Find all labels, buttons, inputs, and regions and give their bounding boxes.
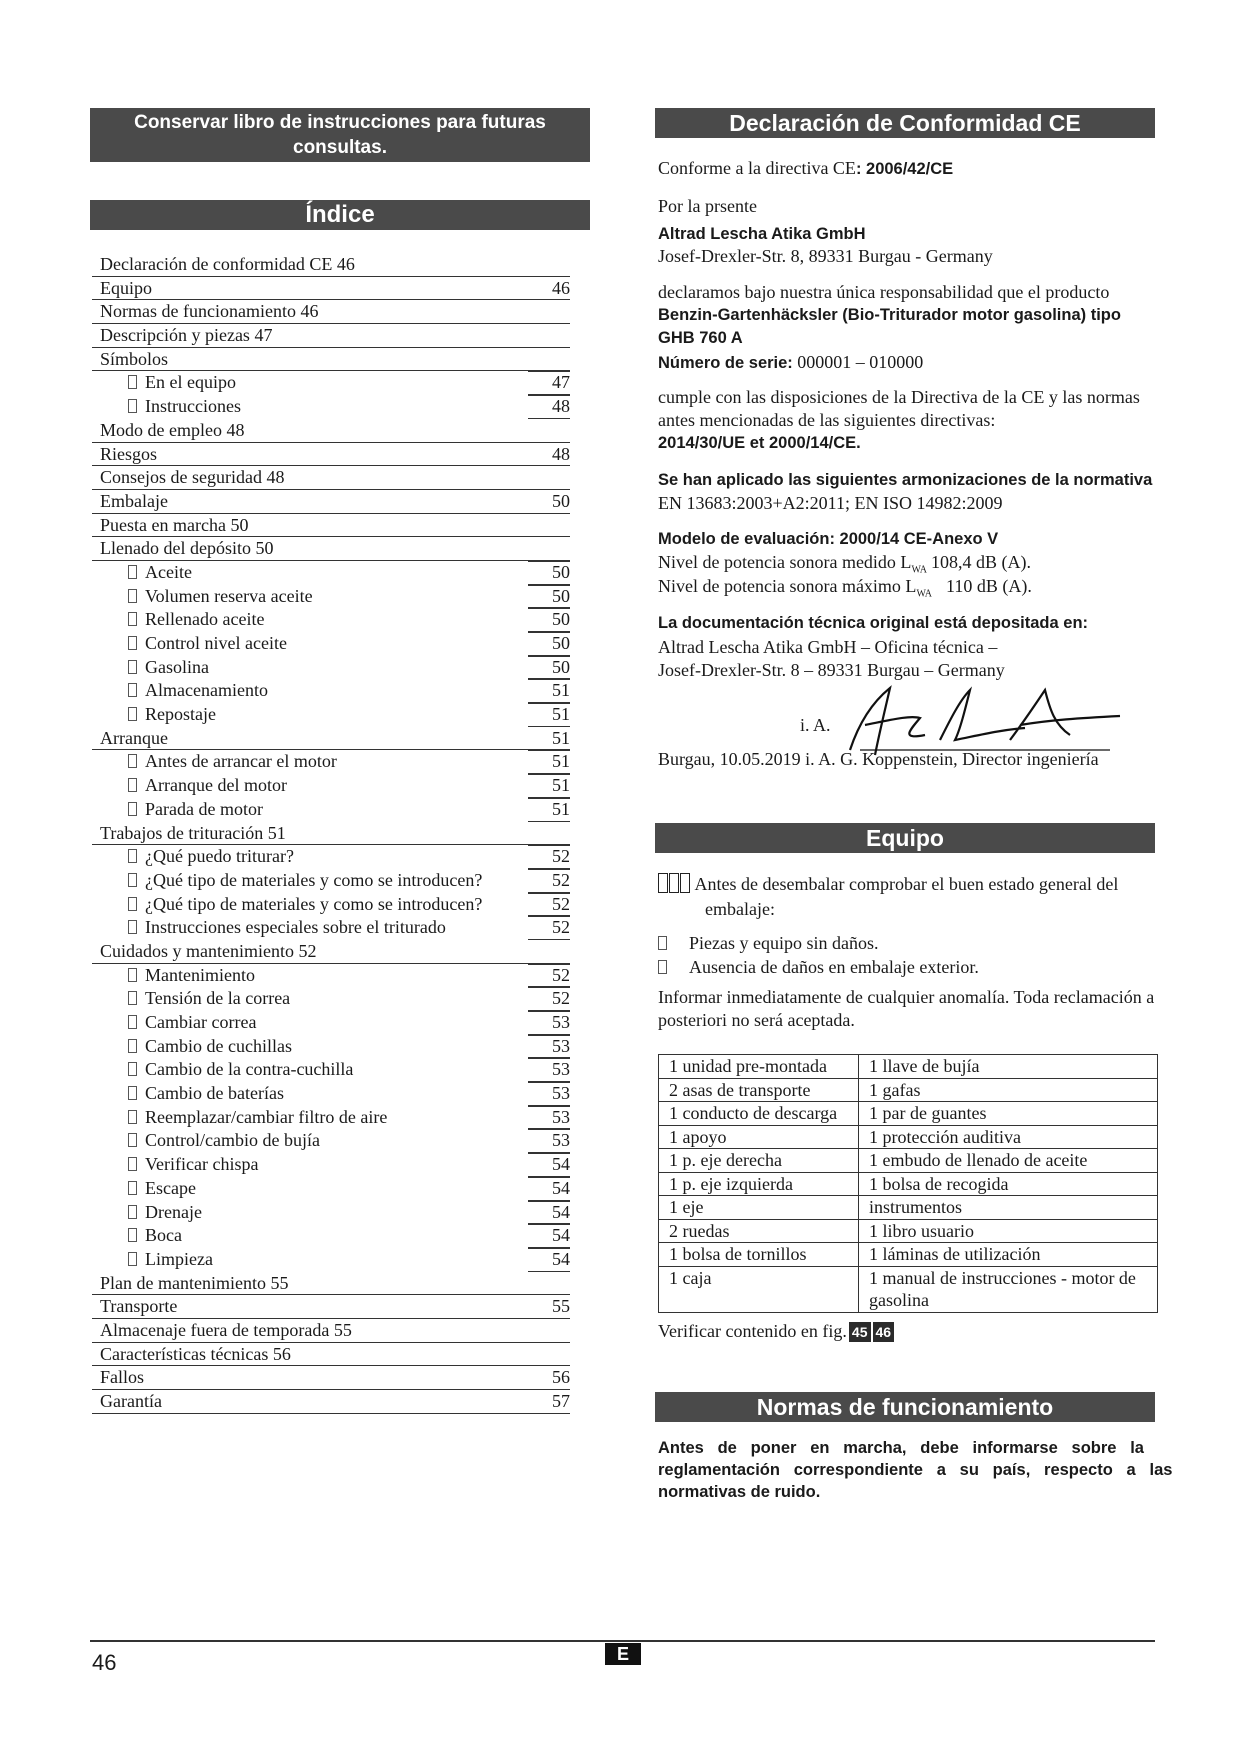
- bullet-icon: [128, 1252, 137, 1266]
- toc-entry-page: 52: [528, 987, 570, 1011]
- toc-entry[interactable]: [92, 916, 570, 940]
- toc-entry-label: Tensión de la correa: [128, 987, 290, 1011]
- ce-harmonization-value: EN 13683:2003+A2:2011; EN ISO 14982:2009: [658, 493, 1003, 513]
- table-row: [659, 1125, 1158, 1149]
- bullet-icon: [128, 873, 137, 887]
- bullet-icon: [128, 897, 137, 911]
- toc-entry-label: Cuidados y mantenimiento 52: [100, 940, 317, 961]
- bullet-icon: [128, 1086, 137, 1100]
- toc-entry-label: Llenado del depósito 50: [100, 538, 274, 559]
- bullet-icon: [128, 754, 137, 768]
- toc-entry[interactable]: [92, 277, 570, 301]
- table-cell: 2 ruedas: [659, 1219, 859, 1243]
- table-cell: 1 láminas de utilización: [859, 1243, 1158, 1267]
- table-row: [659, 1196, 1158, 1220]
- equipo-intro-line2: embalaje:: [705, 899, 775, 919]
- ce-por-la-presente: Por la prsente: [658, 196, 757, 216]
- toc-entry-label: Drenaje: [128, 1201, 202, 1225]
- verify-contents: Verificar contenido en fig. 45 46: [658, 1320, 894, 1342]
- toc-entry-label: Modo de empleo 48: [100, 419, 245, 440]
- toc-entry-label: Mantenimiento: [128, 964, 255, 988]
- normas-text-line3: normativas de ruido.: [658, 1483, 821, 1501]
- toc-entry[interactable]: [92, 656, 570, 680]
- toc-entry-label: Aceite: [128, 561, 192, 585]
- toc-entry-label: Escape: [128, 1177, 196, 1201]
- toc-entry-label: Parada de motor: [128, 798, 263, 822]
- toc-entry-label: Trabajos de trituración 51: [100, 822, 286, 843]
- table-cell: instrumentos: [859, 1196, 1158, 1220]
- toc-entry[interactable]: [92, 1082, 570, 1106]
- table-cell: 1 caja: [659, 1266, 859, 1312]
- ce-declare-text: declaramos bajo nuestra única responsabilidad que el producto: [658, 282, 1110, 302]
- bullet-icon: [128, 660, 137, 674]
- table-cell: 1 libro usuario: [859, 1219, 1158, 1243]
- bullet-icon: [128, 1228, 137, 1242]
- ce-sound-max: Nivel de potencia sonora máximo $L_{WA}$ 110 dB (A).: [658, 576, 1032, 600]
- toc-entry[interactable]: [92, 1201, 570, 1225]
- toc-entry[interactable]: [92, 632, 570, 656]
- toc-entry-label: Cambiar correa: [128, 1011, 256, 1035]
- toc-entry-label: ¿Qué tipo de materiales y como se introducen?: [128, 869, 482, 893]
- toc-entry[interactable]: [92, 987, 570, 1011]
- toc-entry-label: Normas de funcionamiento 46: [100, 301, 319, 322]
- table-of-contents: [92, 253, 570, 1414]
- table-cell: 1 p. eje derecha: [659, 1149, 859, 1173]
- toc-entry-page: 54: [528, 1224, 570, 1248]
- table-cell: 1 protección auditiva: [859, 1125, 1158, 1149]
- toc-entry-page: 50: [528, 585, 570, 609]
- toc-entry-label: Volumen reserva aceite: [128, 585, 313, 609]
- toc-entry[interactable]: [92, 514, 570, 538]
- toc-entry[interactable]: [92, 1224, 570, 1248]
- toc-entry-label: Almacenaje fuera de temporada 55: [100, 1319, 352, 1340]
- toc-entry-page: 48: [528, 395, 570, 419]
- normas-text-line2: reglamentación correspondiente a su país, respecto a las: [658, 1461, 1173, 1479]
- toc-entry-page: 55: [552, 1296, 570, 1317]
- ce-product-line2: GHB 760 A: [658, 329, 743, 347]
- bullet-icon: [658, 960, 667, 974]
- toc-entry-label: Control/cambio de bujía: [128, 1129, 320, 1153]
- normas-text-line1: Antes de poner en marcha, debe informarse sobre la: [658, 1439, 1144, 1457]
- equipo-inform-line2: posteriori no será aceptada.: [658, 1010, 855, 1030]
- toc-entry[interactable]: [92, 1153, 570, 1177]
- toc-entry-page: 51: [552, 727, 570, 748]
- ce-sound-measured: Nivel de potencia sonora medido $L_{WA}$ 108,4 dB (A).: [658, 552, 1031, 576]
- toc-entry-page: 57: [552, 1391, 570, 1411]
- toc-entry[interactable]: [92, 1295, 570, 1319]
- footer-divider: [90, 1640, 1155, 1642]
- bullet-icon: [128, 399, 137, 413]
- table-cell: 1 unidad pre-montada: [659, 1055, 859, 1079]
- bullet-icon: [128, 1205, 137, 1219]
- toc-entry-page: 50: [552, 490, 570, 511]
- bullet-icon: [128, 920, 137, 934]
- table-cell: 1 p. eje izquierda: [659, 1172, 859, 1196]
- toc-entry-page: 51: [528, 750, 570, 774]
- toc-entry[interactable]: [92, 1319, 570, 1343]
- toc-entry[interactable]: [92, 253, 570, 277]
- toc-entry-label: Arranque: [100, 727, 168, 748]
- toc-entry-page: 54: [528, 1248, 570, 1272]
- equipment-table: [658, 1054, 1158, 1313]
- toc-entry[interactable]: [92, 395, 570, 419]
- toc-entry[interactable]: [92, 1248, 570, 1272]
- table-cell: 1 embudo de llenado de aceite: [859, 1149, 1158, 1173]
- toc-entry-label: Puesta en marcha 50: [100, 514, 249, 535]
- toc-entry[interactable]: [92, 1129, 570, 1153]
- bullet-icon: [128, 1015, 137, 1029]
- toc-entry[interactable]: [92, 324, 570, 348]
- bullet-icon: [128, 1133, 137, 1147]
- toc-entry[interactable]: [92, 466, 570, 490]
- toc-entry-page: 47: [528, 371, 570, 395]
- toc-entry-page: 54: [528, 1201, 570, 1225]
- bullet-icon: [128, 1062, 137, 1076]
- ce-company: Altrad Lescha Atika GmbH: [658, 225, 866, 243]
- toc-entry[interactable]: [92, 774, 570, 798]
- toc-entry[interactable]: [92, 561, 570, 585]
- table-row: [659, 1172, 1158, 1196]
- bullet-icon: [128, 1110, 137, 1124]
- toc-entry[interactable]: [92, 1343, 570, 1367]
- toc-entry-label: Reemplazar/cambiar filtro de aire: [128, 1106, 387, 1130]
- toc-entry[interactable]: [92, 940, 570, 964]
- ce-comply-line2: antes mencionadas de las siguientes directivas:: [658, 410, 996, 430]
- ce-documentation-line1: Altrad Lescha Atika GmbH – Oficina técnica –: [658, 637, 998, 657]
- language-badge: E: [605, 1643, 641, 1665]
- toc-entry-page: 52: [528, 893, 570, 917]
- toc-entry-page: 51: [528, 679, 570, 703]
- toc-entry-page: 53: [528, 1058, 570, 1082]
- bullet-icon: [128, 636, 137, 650]
- ce-comply-line1: cumple con las disposiciones de la Directiva de la CE y las normas: [658, 387, 1140, 407]
- toc-entry-label: Gasolina: [128, 656, 209, 680]
- toc-entry-label: Verificar chispa: [128, 1153, 258, 1177]
- toc-entry-label: Arranque del motor: [128, 774, 287, 798]
- equipo-check-1: Piezas y equipo sin daños.: [658, 932, 878, 954]
- toc-entry-page: 51: [528, 774, 570, 798]
- toc-entry[interactable]: [92, 893, 570, 917]
- ce-directives: 2014/30/UE et 2000/14/CE.: [658, 434, 861, 452]
- toc-entry-page: 53: [528, 1082, 570, 1106]
- ce-signature-line: Burgau, 10.05.2019 i. A. G. Koppenstein, Director ingeniería: [658, 749, 1099, 769]
- table-row: [659, 1219, 1158, 1243]
- toc-entry[interactable]: [92, 585, 570, 609]
- toc-entry[interactable]: [92, 443, 570, 467]
- toc-entry-page: 54: [528, 1177, 570, 1201]
- toc-entry[interactable]: [92, 608, 570, 632]
- toc-entry[interactable]: [92, 1272, 570, 1296]
- toc-entry-label: Plan de mantenimiento 55: [100, 1272, 289, 1293]
- bullet-icon: [128, 1157, 137, 1171]
- keep-instructions-banner: Conservar libro de instrucciones para futuras consultas.: [90, 108, 590, 162]
- toc-entry-label: Instrucciones: [128, 395, 241, 419]
- toc-entry-label: Cambio de la contra-cuchilla: [128, 1058, 353, 1082]
- toc-entry-label: Cambio de cuchillas: [128, 1035, 292, 1059]
- bullet-icon: [128, 683, 137, 697]
- bullet-icon: [128, 802, 137, 816]
- ce-directive: Conforme a la directiva CE: 2006/42/CE: [658, 158, 954, 178]
- toc-entry-page: 51: [528, 798, 570, 822]
- table-cell: 1 eje: [659, 1196, 859, 1220]
- figure-ref: 46: [873, 1322, 895, 1342]
- toc-entry-label: Fallos: [100, 1367, 145, 1388]
- toc-entry-label: Características técnicas 56: [100, 1343, 291, 1364]
- toc-entry[interactable]: [92, 1390, 570, 1414]
- bullet-icon: [128, 612, 137, 626]
- toc-entry-label: Consejos de seguridad 48: [100, 467, 285, 488]
- toc-entry-label: ¿Qué tipo de materiales y como se introducen?: [128, 893, 482, 917]
- toc-entry-page: 53: [528, 1035, 570, 1059]
- table-row: [659, 1078, 1158, 1102]
- toc-entry[interactable]: [92, 845, 570, 869]
- bullet-icon: [128, 968, 137, 982]
- toc-entry-page: 51: [528, 703, 570, 727]
- toc-entry-label: Rellenado aceite: [128, 608, 264, 632]
- toc-entry[interactable]: [92, 1011, 570, 1035]
- toc-entry[interactable]: [92, 750, 570, 774]
- toc-entry[interactable]: [92, 964, 570, 988]
- ce-product-line1: Benzin-Gartenhäcksler (Bio-Triturador motor gasolina) tipo: [658, 306, 1121, 324]
- toc-entry-label: En el equipo: [128, 371, 236, 395]
- toc-entry[interactable]: [92, 419, 570, 443]
- toc-entry-page: 50: [528, 656, 570, 680]
- table-cell: 1 conducto de descarga: [659, 1102, 859, 1126]
- table-cell: 1 par de guantes: [859, 1102, 1158, 1126]
- equipo-intro: Antes de desembalar comprobar el buen estado general del: [658, 873, 1118, 895]
- table-cell: 1 bolsa de tornillos: [659, 1243, 859, 1267]
- toc-entry-page: 54: [528, 1153, 570, 1177]
- toc-entry-label: Repostaje: [128, 703, 216, 727]
- toc-entry-label: Declaración de conformidad CE 46: [100, 254, 355, 274]
- toc-entry-label: Boca: [128, 1224, 182, 1248]
- bullet-icon: [128, 565, 137, 579]
- toc-entry[interactable]: [92, 703, 570, 727]
- toc-entry[interactable]: [92, 679, 570, 703]
- toc-entry[interactable]: [92, 490, 570, 514]
- bullet-icon: [128, 1181, 137, 1195]
- ce-harmonization-title: Se han aplicado las siguientes armonizaciones de la normativa: [658, 471, 1153, 489]
- toc-entry-page: 52: [528, 845, 570, 869]
- toc-entry[interactable]: [92, 727, 570, 751]
- toc-entry-label: Embalaje: [100, 490, 168, 511]
- toc-entry-label: Descripción y piezas 47: [100, 325, 273, 346]
- toc-entry[interactable]: [92, 300, 570, 324]
- table-row: [659, 1266, 1158, 1312]
- ce-evaluation-title: Modelo de evaluación: 2000/14 CE-Anexo V: [658, 530, 999, 548]
- toc-entry[interactable]: [92, 869, 570, 893]
- table-cell: 2 asas de transporte: [659, 1078, 859, 1102]
- bullet-icon: [128, 589, 137, 603]
- toc-entry-page: 50: [528, 561, 570, 585]
- ce-documentation-line2: Josef-Drexler-Str. 8 – 89331 Burgau – Germany: [658, 660, 1005, 680]
- toc-entry-label: Equipo: [100, 277, 152, 298]
- page-number: 46: [92, 1650, 117, 1675]
- toc-entry-page: 50: [528, 608, 570, 632]
- bullet-icon: [128, 375, 137, 389]
- toc-entry[interactable]: [92, 1106, 570, 1130]
- table-row: [659, 1055, 1158, 1079]
- table-row: [659, 1102, 1158, 1126]
- toc-entry[interactable]: [92, 348, 570, 372]
- toc-entry-page: 52: [528, 869, 570, 893]
- equipo-check-2: Ausencia de daños en embalaje exterior.: [658, 956, 979, 978]
- normas-heading: Normas de funcionamiento: [655, 1392, 1155, 1422]
- ce-address: Josef-Drexler-Str. 8, 89331 Burgau - Germany: [658, 246, 993, 266]
- toc-entry-page: 56: [552, 1367, 570, 1388]
- toc-entry-label: Cambio de baterías: [128, 1082, 284, 1106]
- table-row: [659, 1149, 1158, 1173]
- toc-entry[interactable]: [92, 1177, 570, 1201]
- toc-entry-page: 53: [528, 1106, 570, 1130]
- toc-entry-page: 46: [552, 277, 570, 298]
- warning-icon: [658, 874, 691, 894]
- toc-entry-label: Control nivel aceite: [128, 632, 287, 656]
- table-cell: 1 gafas: [859, 1078, 1158, 1102]
- bullet-icon: [128, 778, 137, 792]
- toc-entry[interactable]: [92, 1366, 570, 1390]
- toc-entry-page: 53: [528, 1129, 570, 1153]
- toc-entry-label: Símbolos: [100, 348, 169, 369]
- toc-entry-page: 53: [528, 1011, 570, 1035]
- toc-entry-page: 50: [528, 632, 570, 656]
- table-cell: 1 manual de instrucciones - motor de gasolina: [859, 1266, 1158, 1312]
- toc-entry-label: ¿Qué puedo triturar?: [128, 845, 294, 869]
- toc-entry[interactable]: [92, 822, 570, 846]
- toc-entry-label: Garantía: [100, 1391, 162, 1411]
- toc-entry-label: Riesgos: [100, 443, 158, 464]
- equipo-heading: Equipo: [655, 823, 1155, 853]
- table-cell: 1 apoyo: [659, 1125, 859, 1149]
- toc-entry-label: Transporte: [100, 1296, 178, 1317]
- toc-entry-label: Instrucciones especiales sobre el triturado: [128, 916, 446, 940]
- table-cell: 1 llave de bujía: [859, 1055, 1158, 1079]
- table-cell: 1 bolsa de recogida: [859, 1172, 1158, 1196]
- toc-entry-page: 52: [528, 916, 570, 940]
- toc-entry-label: Almacenamiento: [128, 679, 268, 703]
- toc-entry[interactable]: [92, 798, 570, 822]
- toc-entry[interactable]: [92, 371, 570, 395]
- ce-declaration-heading: Declaración de Conformidad CE: [655, 108, 1155, 138]
- indice-heading: Índice: [90, 200, 590, 230]
- toc-entry-page: 52: [528, 964, 570, 988]
- toc-entry-label: Limpieza: [128, 1248, 213, 1272]
- toc-entry[interactable]: [92, 1035, 570, 1059]
- bullet-icon: [128, 1039, 137, 1053]
- bullet-icon: [128, 991, 137, 1005]
- toc-entry-page: 48: [552, 443, 570, 464]
- toc-entry[interactable]: [92, 1058, 570, 1082]
- toc-entry[interactable]: [92, 537, 570, 561]
- bullet-icon: [128, 707, 137, 721]
- ce-serial: Número de serie: 000001 – 010000: [658, 352, 924, 372]
- bullet-icon: [128, 849, 137, 863]
- equipo-inform-line1: Informar inmediatamente de cualquier anomalía. Toda reclamación a: [658, 987, 1155, 1007]
- table-row: [659, 1243, 1158, 1267]
- bullet-icon: [658, 936, 667, 950]
- signature-ia: i. A.: [800, 715, 831, 735]
- figure-ref: 45: [849, 1322, 871, 1342]
- toc-entry-label: Antes de arrancar el motor: [128, 750, 337, 774]
- ce-documentation-title: La documentación técnica original está depositada en:: [658, 614, 1089, 632]
